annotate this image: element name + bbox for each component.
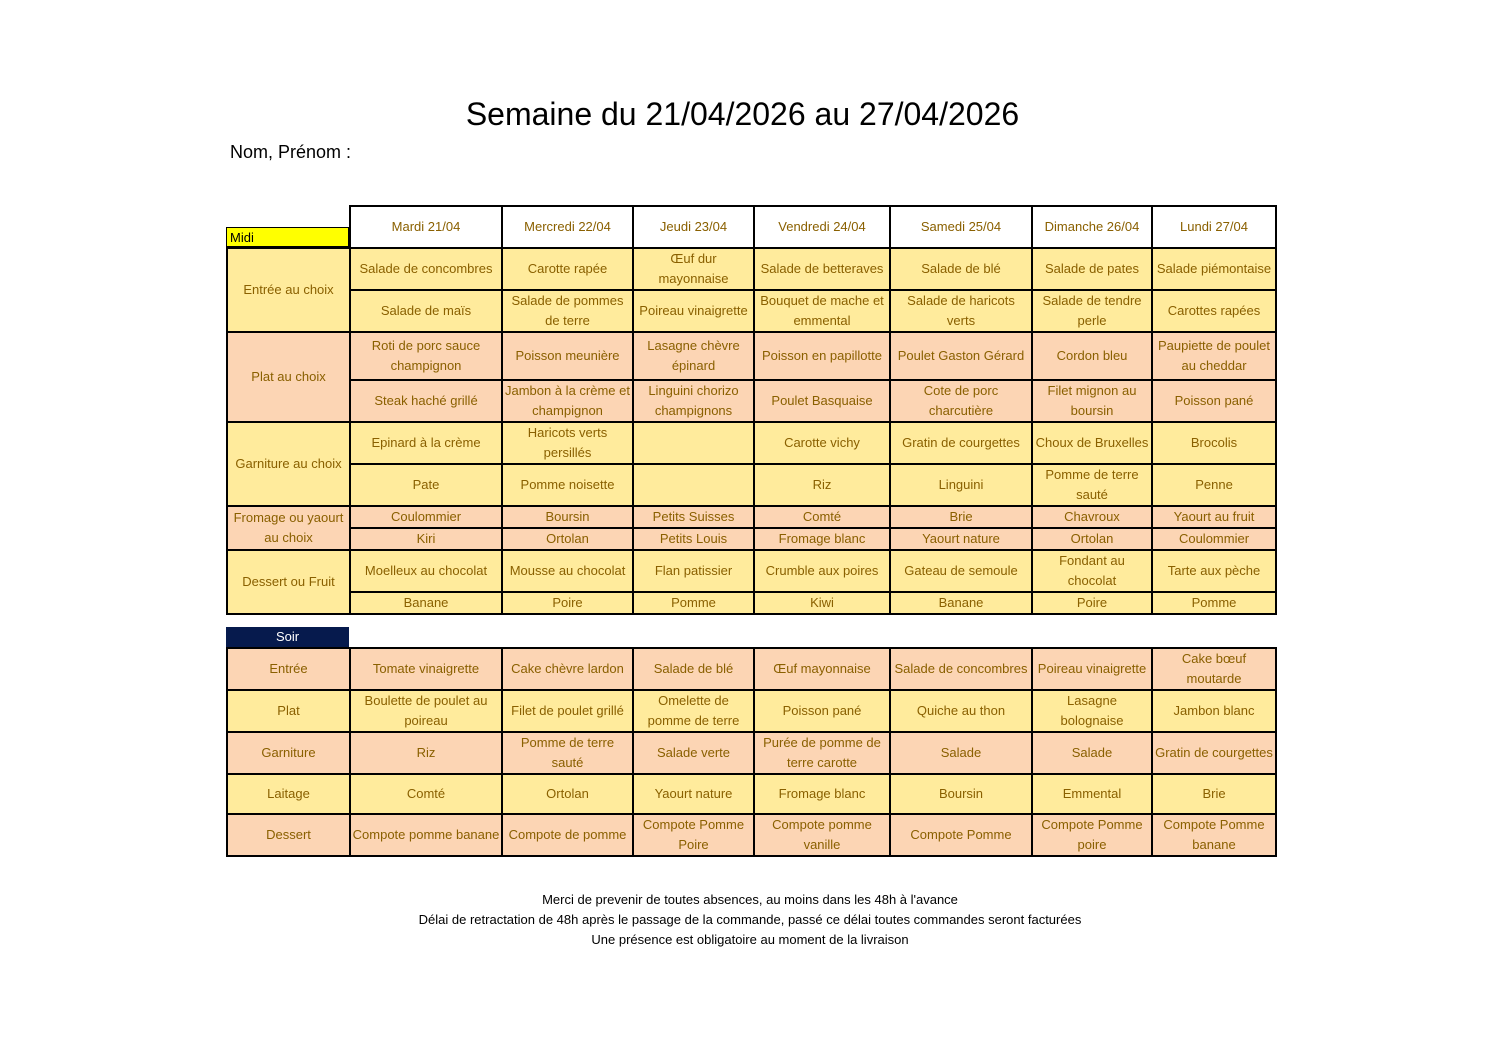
menu-cell: Ortolan [1032,528,1152,550]
menu-cell: Pate [350,464,502,506]
category-laitage: Laitage [227,774,350,814]
entree-row-2 [227,290,1276,332]
menu-cell: Salade de haricots verts [890,290,1032,332]
menu-cell: Salade de concombres [350,248,502,290]
menu-cell: Pomme [633,592,754,614]
menu-cell: Poire [1032,592,1152,614]
menu-cell: Kiri [350,528,502,550]
menu-cell: Riz [350,732,502,774]
menu-cell: Yaourt nature [890,528,1032,550]
menu-cell: Tomate vinaigrette [350,648,502,690]
garniture-row-2 [227,464,1276,506]
menu-cell: Compote Pomme [890,814,1032,856]
menu-cell: Penne [1152,464,1276,506]
menu-cell: Poulet Basquaise [754,380,890,422]
menu-cell: Ortolan [502,528,633,550]
footer-line: Merci de prevenir de toutes absences, au moins dans les 48h à l'avance [542,892,958,907]
menu-cell: Emmental [1032,774,1152,814]
menu-cell: Petits Suisses [633,506,754,528]
menu-cell: Epinard à la crème [350,422,502,464]
menu-cell: Coulommier [350,506,502,528]
menu-cell: Moelleux au chocolat [350,550,502,592]
menu-cell: Lasagne bolognaise [1032,690,1152,732]
menu-cell: Salade de concombres [890,648,1032,690]
footer-notes [0,890,1497,950]
soir-plat-row [227,690,1276,732]
menu-cell: Salade de pommes de terre [502,290,633,332]
dessert-row-2 [227,592,1276,614]
category-garniture: Garniture au choix [227,422,350,506]
menu-cell: Boulette de poulet au poireau [350,690,502,732]
menu-cell: Cote de porc charcutière [890,380,1032,422]
menu-cell: Poulet Gaston Gérard [890,332,1032,380]
menu-cell: Filet mignon au boursin [1032,380,1152,422]
menu-cell: Pomme de terre sauté [1032,464,1152,506]
day-header: Mercredi 22/04 [502,206,633,248]
day-header: Mardi 21/04 [350,206,502,248]
menu-cell: Œuf mayonnaise [754,648,890,690]
menu-cell: Salade de betteraves [754,248,890,290]
menu-cell: Jambon à la crème et champignon [502,380,633,422]
menu-cell [633,422,754,464]
day-header: Vendredi 24/04 [754,206,890,248]
menu-cell: Brie [890,506,1032,528]
menu-cell: Crumble aux poires [754,550,890,592]
menu-cell: Gratin de courgettes [1152,732,1276,774]
menu-cell: Poireau vinaigrette [633,290,754,332]
menu-cell: Poisson en papillotte [754,332,890,380]
menu-cell: Yaourt nature [633,774,754,814]
name-field-label: Nom, Prénom : [230,142,352,162]
menu-cell: Poireau vinaigrette [1032,648,1152,690]
menu-cell: Cordon bleu [1032,332,1152,380]
menu-cell: Steak haché grillé [350,380,502,422]
menu-cell: Pomme noisette [502,464,633,506]
menu-cell: Gateau de semoule [890,550,1032,592]
category-garniture: Garniture [227,732,350,774]
menu-cell: Haricots verts persillés [502,422,633,464]
menu-cell: Bouquet de mache et emmental [754,290,890,332]
footer-line: Délai de retractation de 48h après le passage de la commande, passé ce délai toutes commandes seront facturées [418,912,1082,927]
category-dessert: Dessert [227,814,350,856]
footer-line: Une présence est obligatoire au moment de la livraison [591,932,909,947]
menu-cell: Compote pomme banane [350,814,502,856]
midi-menu-table [226,205,1277,615]
menu-cell: Cake chèvre lardon [502,648,633,690]
entree-row-1 [227,248,1276,290]
day-header: Jeudi 23/04 [633,206,754,248]
menu-cell: Fondant au chocolat [1032,550,1152,592]
menu-cell: Riz [754,464,890,506]
category-dessert: Dessert ou Fruit [227,550,350,614]
menu-cell: Compote Pomme banane [1152,814,1276,856]
menu-cell: Comté [350,774,502,814]
menu-cell: Fromage blanc [754,774,890,814]
menu-cell: Salade [890,732,1032,774]
menu-cell: Carotte rapée [502,248,633,290]
menu-cell: Poisson pané [1152,380,1276,422]
category-entree: Entrée [227,648,350,690]
menu-cell: Roti de porc sauce champignon [350,332,502,380]
menu-cell: Boursin [502,506,633,528]
menu-cell: Salade de maïs [350,290,502,332]
menu-cell: Purée de pomme de terre carotte [754,732,890,774]
menu-cell: Mousse au chocolat [502,550,633,592]
menu-cell: Carottes rapées [1152,290,1276,332]
category-plat: Plat [227,690,350,732]
day-header: Samedi 25/04 [890,206,1032,248]
menu-cell: Comté [754,506,890,528]
soir-dessert-row [227,814,1276,856]
page-title: Semaine du 21/04/2026 au 27/04/2026 [465,96,1020,132]
menu-cell: Compote de pomme [502,814,633,856]
menu-cell: Yaourt au fruit [1152,506,1276,528]
menu-cell: Omelette de pomme de terre [633,690,754,732]
soir-garniture-row [227,732,1276,774]
day-header: Lundi 27/04 [1152,206,1276,248]
menu-cell: Poire [502,592,633,614]
menu-cell: Pomme [1152,592,1276,614]
menu-cell: Petits Louis [633,528,754,550]
menu-cell: Paupiette de poulet au cheddar [1152,332,1276,380]
menu-cell: Quiche au thon [890,690,1032,732]
menu-cell: Linguini [890,464,1032,506]
category-entree: Entrée au choix [227,248,350,332]
garniture-row-1 [227,422,1276,464]
menu-cell: Salade de tendre perle [1032,290,1152,332]
menu-cell: Œuf dur mayonnaise [633,248,754,290]
day-header: Dimanche 26/04 [1032,206,1152,248]
menu-cell: Choux de Bruxelles [1032,422,1152,464]
menu-cell: Salade de blé [890,248,1032,290]
menu-cell: Brocolis [1152,422,1276,464]
menu-cell: Tarte aux pèche [1152,550,1276,592]
menu-cell: Compote pomme vanille [754,814,890,856]
menu-cell: Pomme de terre sauté [502,732,633,774]
category-fromage: Fromage ou yaourt au choix [227,506,350,550]
menu-cell: Lasagne chèvre épinard [633,332,754,380]
fromage-row-2 [227,528,1276,550]
menu-cell: Poisson pané [754,690,890,732]
menu-cell: Flan patissier [633,550,754,592]
menu-cell: Ortolan [502,774,633,814]
menu-cell: Compote Pomme Poire [633,814,754,856]
menu-cell: Boursin [890,774,1032,814]
soir-menu-table [226,647,1277,857]
menu-cell: Kiwi [754,592,890,614]
menu-cell: Poisson meunière [502,332,633,380]
menu-cell: Carotte vichy [754,422,890,464]
soir-laitage-row [227,774,1276,814]
menu-cell: Salade de blé [633,648,754,690]
menu-cell: Compote Pomme poire [1032,814,1152,856]
corner-cell [227,206,350,248]
menu-cell: Cake bœuf moutarde [1152,648,1276,690]
menu-cell: Banane [350,592,502,614]
menu-cell: Salade verte [633,732,754,774]
plat-row-2 [227,380,1276,422]
fromage-row-1 [227,506,1276,528]
menu-cell: Banane [890,592,1032,614]
menu-cell [633,464,754,506]
menu-cell: Filet de poulet grillé [502,690,633,732]
soir-entree-row [227,648,1276,690]
day-header-row [227,206,1276,248]
midi-section-label: Midi [226,227,349,247]
plat-row-1 [227,332,1276,380]
category-plat: Plat au choix [227,332,350,422]
menu-cell: Linguini chorizo champignons [633,380,754,422]
menu-cell: Jambon blanc [1152,690,1276,732]
menu-cell: Chavroux [1032,506,1152,528]
menu-cell: Fromage blanc [754,528,890,550]
menu-cell: Salade de pates [1032,248,1152,290]
menu-cell: Brie [1152,774,1276,814]
menu-cell: Salade [1032,732,1152,774]
menu-cell: Gratin de courgettes [890,422,1032,464]
menu-cell: Coulommier [1152,528,1276,550]
dessert-row-1 [227,550,1276,592]
menu-cell: Salade piémontaise [1152,248,1276,290]
soir-section-label: Soir [226,627,349,647]
